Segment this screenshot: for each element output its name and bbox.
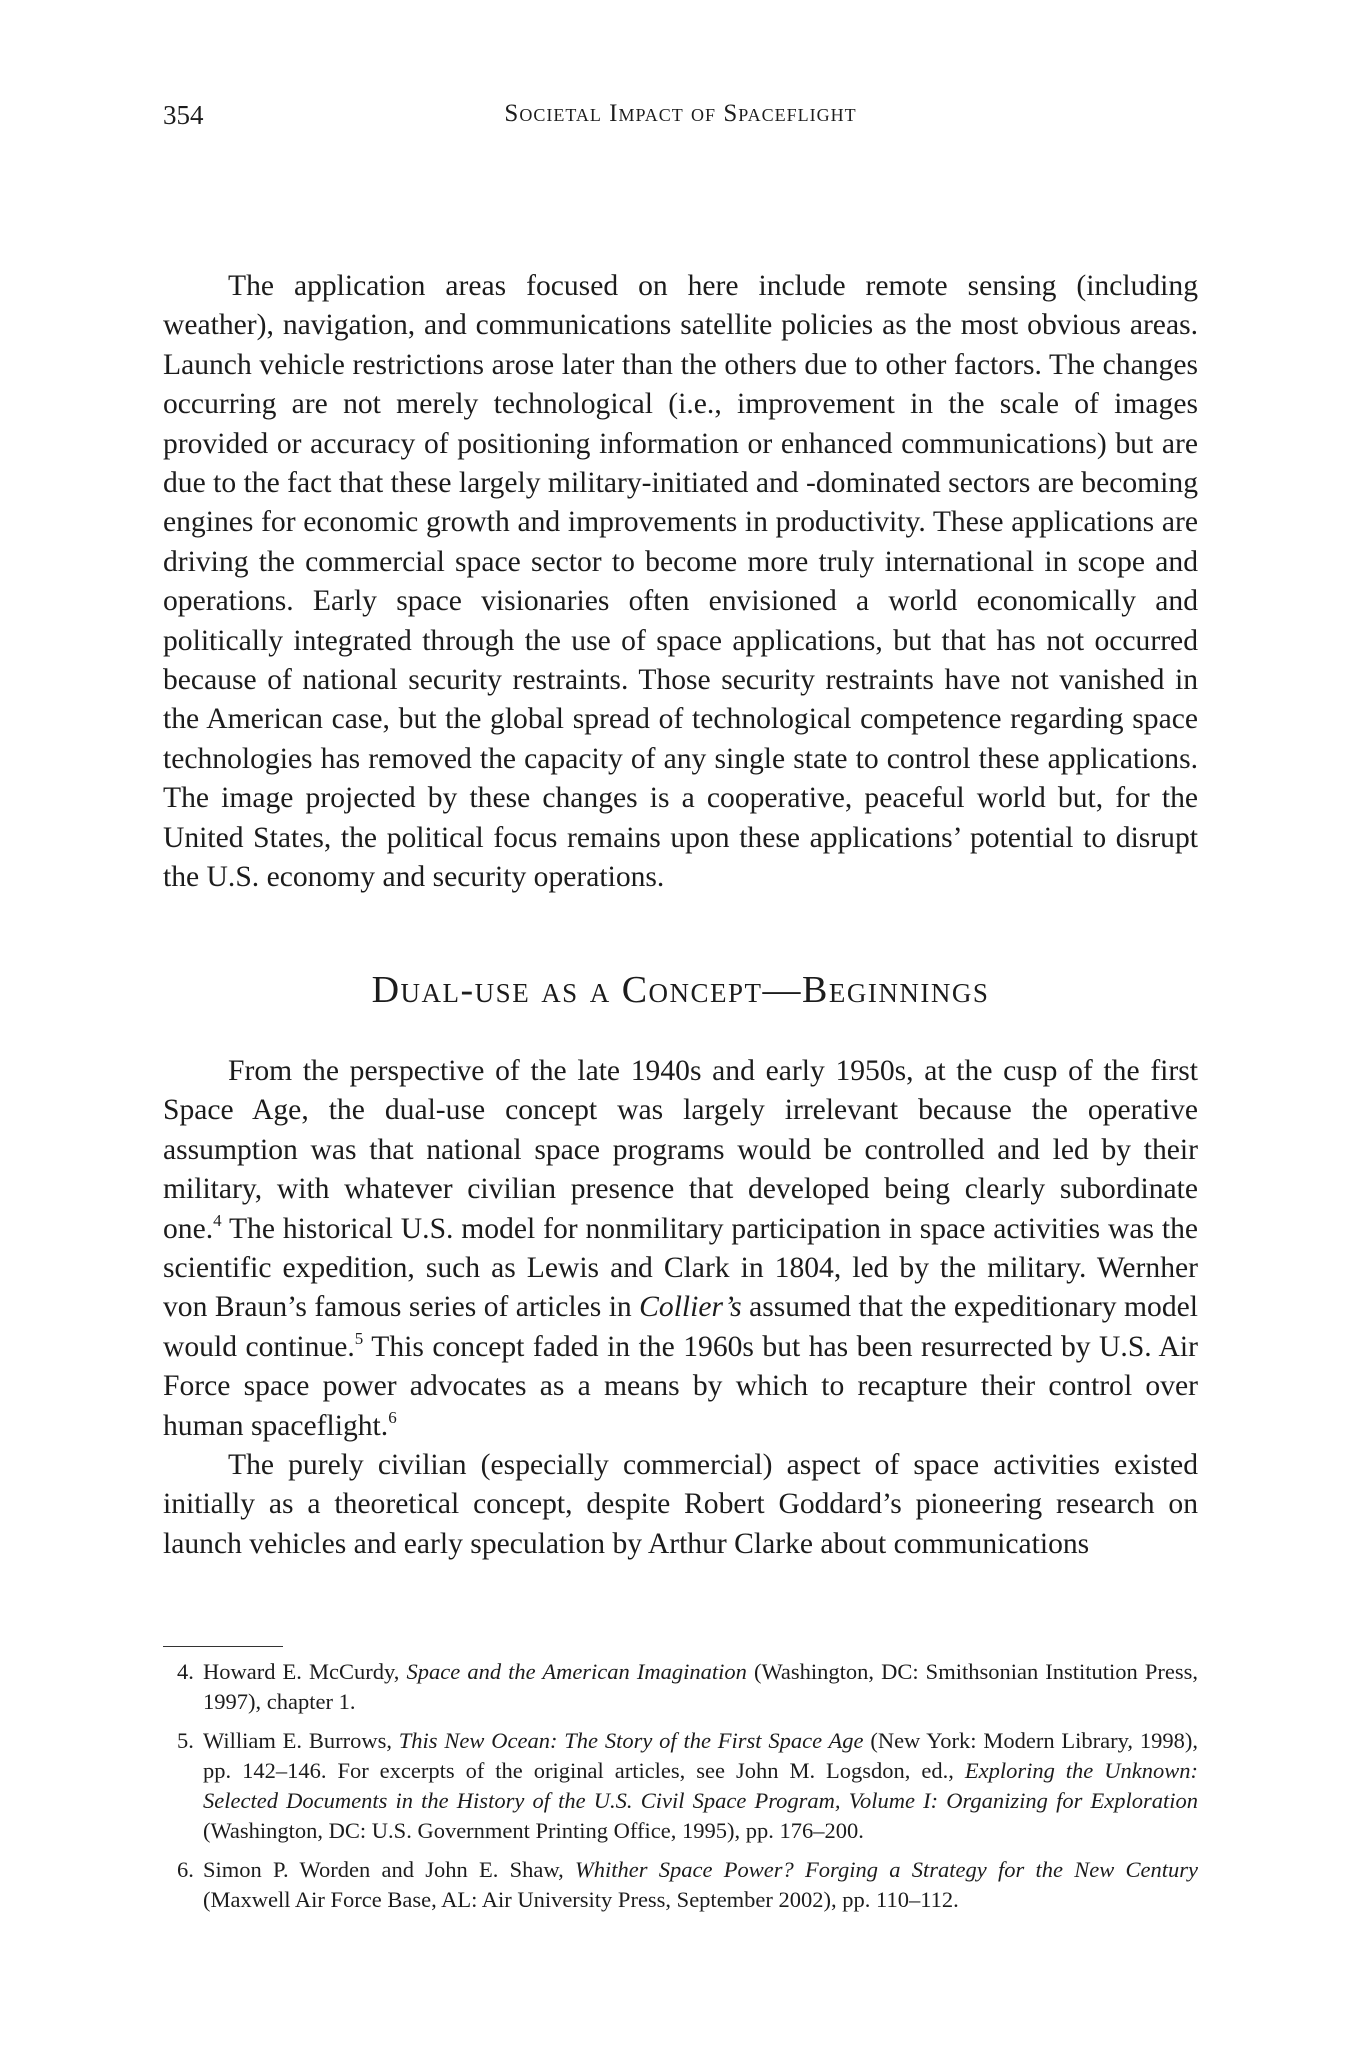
- paragraph-text: assumed that the expeditionary model would continue.: [163, 1291, 1198, 1363]
- footnote-text: (Washington, DC: Smithsonian Institution Press, 1997), chapter 1.: [203, 1659, 1198, 1714]
- book-title: Whither Space Power? Forging a Strategy for the New Century: [575, 1857, 1198, 1882]
- footnotes: [163, 1657, 1198, 1924]
- book-title: This New Ocean: The Story of the First Space Age: [398, 1728, 864, 1753]
- footnote-text: (Washington, DC: U.S. Government Printing Office, 1995), pp. 176–200.: [203, 1818, 864, 1843]
- intro-paragraph: The application areas focused on here include remote sensing (including weather), navigation, and communications satellite policies as the most obvious areas. Launch vehicle restrictions arose later than the others due to other factors. The changes occurring are not merely technological (i.e., improvement in the scale of images provided or accuracy of positioning information or enhanced communications) but are due to the fact that these largely military-initiated and -dominated sectors are becoming engines for economic growth and improvements in productivity. These applications are driving the commercial space sector to become more truly international in scope and operations. Early space visionaries often envisioned a world economically and politically integrated through the use of space applications, but that has not occurred because of national security restraints. Those security restraints have not vanished in the American case, but the global spread of technological competence regarding space technologies has removed the capacity of any single state to control these applications. The image projected by these changes is a cooperative, peaceful world but, for the United States, the political focus remains upon these applications’ potential to disrupt the U.S. economy and security operations.: [163, 270, 1198, 894]
- footnote-ref-6: 6: [388, 1407, 397, 1427]
- book-title: Exploring the Unknown: Selected Documents in the History of the U.S. Civil Space Program, Volume I: Organizing for Exploration: [203, 1758, 1198, 1813]
- section-paragraph-2: The purely civilian (especially commercial) aspect of space activities existed initially as a theoretical concept, despite Robert Goddard’s pioneering research on launch vehicles and early speculation by Arthur Clarke about communications: [163, 1449, 1198, 1560]
- intro-section: [163, 267, 1198, 898]
- footnote-text: (Maxwell Air Force Base, AL: Air University Press, September 2002), pp. 110–112.: [203, 1887, 959, 1912]
- footnote-ref-5: 5: [354, 1328, 364, 1348]
- footnote-6: [163, 1855, 1198, 1915]
- paragraph-text: This concept faded in the 1960s but has been resurrected by U.S. Air Force space power advocates as a means by which to recapture their control over human spaceflight.: [163, 1330, 1198, 1442]
- section-heading: Dual-use as a Concept—Beginnings: [371, 969, 990, 1011]
- footnote-text: (New York: Modern Library, 1998), pp. 142–146. For excerpts of the original articles, see John M. Logsdon, ed.,: [203, 1728, 1198, 1783]
- page-number: 354: [163, 100, 204, 130]
- footnote-text: Simon P. Worden and John E. Shaw,: [203, 1857, 576, 1882]
- footnote-number: 4.: [177, 1659, 194, 1684]
- book-title: Space and the American Imagination: [406, 1659, 747, 1684]
- footnote-ref-4: 4: [213, 1210, 222, 1230]
- section-body: [163, 1052, 1198, 1564]
- footnote-text: William E. Burrows,: [203, 1728, 399, 1753]
- footnote-number: 6.: [177, 1857, 194, 1882]
- footnote-4: [163, 1657, 1198, 1717]
- paragraph-text: From the perspective of the late 1940s and early 1950s, at the cusp of the first Space Age, the dual-use concept was largely irrelevant because the operative assumption was that national space programs would be controlled and led by their military, with whatever civilian presence that developed being clearly subordinate one.: [163, 1055, 1198, 1245]
- footnote-5: [163, 1726, 1198, 1846]
- footnote-text: Howard E. McCurdy,: [203, 1659, 407, 1684]
- running-head: [163, 100, 1198, 140]
- footnote-rule: [163, 1646, 283, 1647]
- running-title: Societal Impact of Spaceflight: [504, 100, 857, 127]
- section-paragraph-1: [163, 1052, 1198, 1446]
- footnote-number: 5.: [177, 1728, 194, 1753]
- periodical-title: Collier’s: [639, 1291, 742, 1324]
- paragraph-text: The historical U.S. model for nonmilitary participation in space activities was the scientific expedition, such as Lewis and Clark in 1804, led by the military. Wernher von Braun’s famous series of articles in: [163, 1212, 1198, 1324]
